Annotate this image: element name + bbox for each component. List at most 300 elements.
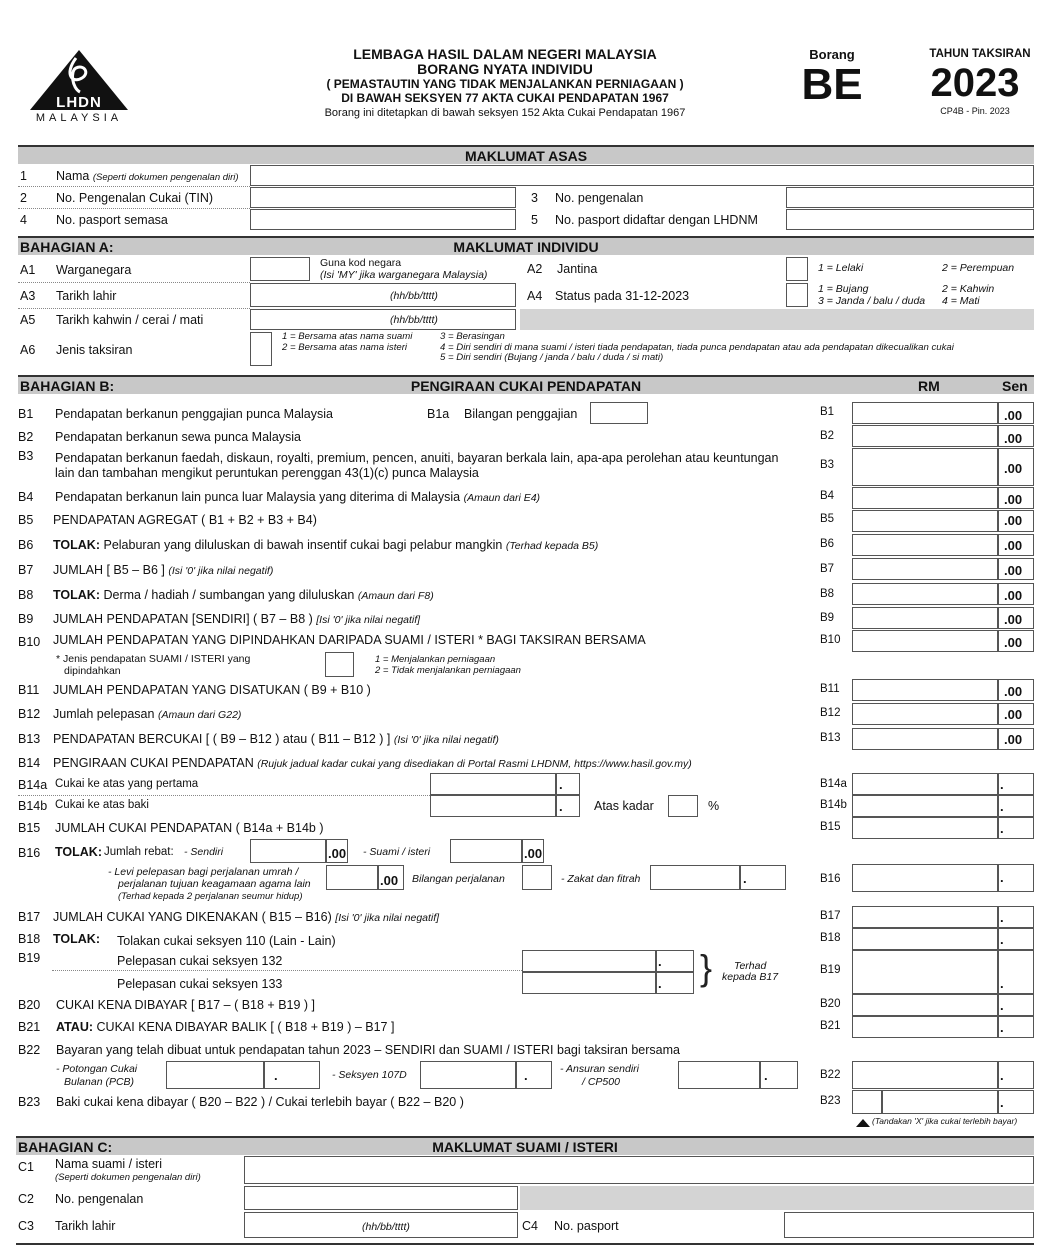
label-text: PENGIRAAN CUKAI PENDAPATAN xyxy=(53,756,254,770)
b11-num: B11 xyxy=(18,683,40,697)
b11-code: B11 xyxy=(820,683,840,695)
b6-label xyxy=(53,538,598,552)
b5-label: PENDAPATAN AGREGAT ( B1 + B2 + B3 + B4) xyxy=(53,513,317,527)
a3-num: A3 xyxy=(20,289,36,303)
b21-code: B21 xyxy=(820,1020,841,1032)
b7-code: B7 xyxy=(820,563,835,575)
b13-label xyxy=(53,732,499,746)
c3-fmt: (hh/bb/tttt) xyxy=(362,1221,410,1233)
b22-107d: - Seksyen 107D xyxy=(332,1069,407,1081)
title-line3: ( PEMASTAUTIN YANG TIDAK MENJALANKAN PERNIAGAAN ) xyxy=(326,77,684,91)
b14b-pct: % xyxy=(708,799,720,813)
brace-icon: } xyxy=(700,947,713,988)
b9-sen: .00 xyxy=(1004,612,1023,627)
status-field[interactable] xyxy=(786,283,808,307)
b16-sendiri-00: .00 xyxy=(328,846,347,861)
b23-rm-field[interactable] xyxy=(882,1090,998,1114)
b6-rm-field[interactable] xyxy=(852,534,998,556)
leader-line xyxy=(18,208,250,209)
b23-label: Baki cukai kena dibayar ( B20 – B22 ) / Cukai terlebih bayar ( B22 – B20 ) xyxy=(56,1095,464,1109)
pasport-didaftar-field[interactable] xyxy=(786,209,1034,230)
b8-num: B8 xyxy=(18,588,34,602)
b12-rm-field[interactable] xyxy=(852,703,998,725)
b22-rm-field[interactable] xyxy=(852,1061,998,1089)
lhdn-logo xyxy=(26,48,132,126)
b14b-amount-dot: . xyxy=(559,799,563,814)
c1-note: (Seperti dokumen pengenalan diri) xyxy=(55,1172,201,1183)
b22-pcb1: - Potongan Cukai xyxy=(56,1063,138,1075)
a4-opt3: 3 = Janda / balu / duda xyxy=(818,295,926,307)
logo-country: MALAYSIA xyxy=(35,112,123,124)
label-text: Nama xyxy=(56,169,90,183)
b8-label xyxy=(53,588,434,602)
b17-label xyxy=(53,910,439,924)
a2-label: Jantina xyxy=(557,262,598,276)
shaded-area xyxy=(520,309,1034,330)
c2-num: C2 xyxy=(18,1192,34,1206)
asas-r4-num: 4 xyxy=(20,213,27,227)
b14b-kadar-field[interactable] xyxy=(668,795,698,817)
c3-num: C3 xyxy=(18,1219,34,1233)
b14b-sen: . xyxy=(1000,799,1004,814)
jenis-taksiran-field[interactable] xyxy=(250,332,272,366)
b7-sen: .00 xyxy=(1004,563,1023,578)
b19-note1: Terhad xyxy=(734,960,767,972)
b23-code: B23 xyxy=(820,1095,841,1107)
b17-rm-field[interactable] xyxy=(852,906,998,928)
b3-rm-field[interactable] xyxy=(852,448,998,486)
b1a-label: Bilangan penggajian xyxy=(464,407,578,421)
borang-code: BE xyxy=(801,60,863,109)
b21-rm-field[interactable] xyxy=(852,1016,998,1038)
b10-jenis-field[interactable] xyxy=(325,652,354,677)
leader-line xyxy=(18,795,430,796)
section-left: BAHAGIAN A: xyxy=(20,239,114,255)
a6-options xyxy=(282,332,954,364)
b2-num: B2 xyxy=(18,430,34,444)
b22-pcb-sen[interactable] xyxy=(264,1061,320,1089)
b19-sen: . xyxy=(1000,976,1004,991)
a6-num: A6 xyxy=(20,343,36,357)
b10-note2: dipindahkan xyxy=(64,665,121,677)
b16-code: B16 xyxy=(820,873,841,885)
section-bar-a xyxy=(18,236,1034,255)
b14a-label: Cukai ke atas yang pertama xyxy=(55,778,199,790)
title-line4: DI BAWAH SEKSYEN 77 AKTA CUKAI PENDAPATAN 1967 xyxy=(341,91,669,105)
c4-num: C4 xyxy=(522,1219,538,1233)
leader-line xyxy=(18,308,250,309)
b16-levi1: - Levi pelepasan bagi perjalanan umrah / xyxy=(108,866,299,878)
b19-133-sen[interactable] xyxy=(656,972,694,994)
b1-label: Pendapatan berkanun penggajian punca Malaysia xyxy=(55,407,333,421)
a1-num: A1 xyxy=(20,263,36,277)
b21-num: B21 xyxy=(18,1020,41,1034)
b6-code: B6 xyxy=(820,538,835,550)
b15-num: B15 xyxy=(18,821,41,835)
b22-ans2: / CP500 xyxy=(582,1076,620,1088)
b18-rm-field[interactable] xyxy=(852,928,998,950)
b10-rm-field[interactable] xyxy=(852,630,998,652)
title-line2: BORANG NYATA INDIVIDU xyxy=(417,61,593,77)
b20-sen: . xyxy=(1000,998,1004,1013)
a4-opt2: 2 = Kahwin xyxy=(942,283,995,295)
b16-zakat: - Zakat dan fitrah xyxy=(561,873,641,885)
section-title: MAKLUMAT INDIVIDU xyxy=(453,239,599,255)
b6-num: B6 xyxy=(18,538,34,552)
b1-sen: .00 xyxy=(1004,408,1023,423)
b13-num: B13 xyxy=(18,732,41,746)
b10-opt2: 2 = Tidak menjalankan perniagaan xyxy=(375,665,521,676)
b18-code: B18 xyxy=(820,932,841,944)
b4-label xyxy=(55,490,540,504)
b1-code: B1 xyxy=(820,406,835,418)
label-text: Pelaburan yang diluluskan di bawah insentif cukai bagi pelabur mangkin xyxy=(103,538,503,552)
b10-label: JUMLAH PENDAPATAN YANG DIPINDAHKAN DARIPADA SUAMI / ISTERI * BAGI TAKSIRAN BERSAMA xyxy=(53,633,646,647)
b5-sen: .00 xyxy=(1004,513,1023,528)
b14b-code: B14b xyxy=(820,799,847,811)
b14a-amount-dot: . xyxy=(559,777,563,792)
b10-code: B10 xyxy=(820,634,841,646)
b19-rm-field[interactable] xyxy=(852,950,998,994)
b8-sen: .00 xyxy=(1004,588,1023,603)
b11-label: JUMLAH PENDAPATAN YANG DISATUKAN ( B9 + B10 ) xyxy=(53,683,371,697)
label-note: (Isi '0' jika nilai negatif) xyxy=(393,734,499,746)
asas-r2-num: 2 xyxy=(20,191,27,205)
b21-label xyxy=(56,1020,394,1034)
b18-sen: . xyxy=(1000,932,1004,947)
b11-rm-field[interactable] xyxy=(852,679,998,701)
b4-sen: .00 xyxy=(1004,492,1023,507)
b13-rm-field[interactable] xyxy=(852,728,998,750)
label-bold: TOLAK: xyxy=(53,588,100,602)
a1-note2: (Isi 'MY' jika warganegara Malaysia) xyxy=(320,269,488,281)
b19-132-sen[interactable] xyxy=(656,950,694,972)
a5-fmt: (hh/bb/tttt) xyxy=(390,314,438,326)
b19-132-field[interactable] xyxy=(522,950,656,972)
form-title-block xyxy=(260,47,750,121)
asas-r4-label: No. pasport semasa xyxy=(56,213,168,227)
b23-sen: . xyxy=(1000,1095,1004,1110)
asas-r1-num: 1 xyxy=(20,169,27,183)
no-pengenalan-field[interactable] xyxy=(786,187,1034,208)
b22-pcb-field[interactable] xyxy=(166,1061,264,1089)
asas-r5-label: No. pasport didaftar dengan LHDNM xyxy=(555,213,758,227)
section-left: BAHAGIAN C: xyxy=(18,1139,113,1155)
b10-note1: * Jenis pendapatan SUAMI / ISTERI yang xyxy=(56,653,251,665)
c1-label: Nama suami / isteri xyxy=(55,1157,162,1171)
label-text: Jumlah pelepasan xyxy=(53,707,155,721)
b16-num: B16 xyxy=(18,846,41,860)
section-title: MAKLUMAT SUAMI / ISTERI xyxy=(432,1139,618,1155)
tarikh-lahir-field[interactable] xyxy=(250,283,516,307)
b16-levi-field[interactable] xyxy=(326,865,378,890)
b16-levi-00: .00 xyxy=(380,873,399,888)
b19-label2: Pelepasan cukai seksyen 133 xyxy=(117,977,283,991)
b19-133-field[interactable] xyxy=(522,972,656,994)
asas-r3-label: No. pengenalan xyxy=(555,191,644,205)
c2-label: No. pengenalan xyxy=(55,1192,144,1206)
b3-sen: .00 xyxy=(1004,461,1023,476)
bottom-rule xyxy=(16,1243,1034,1245)
c4-label: No. pasport xyxy=(554,1219,619,1233)
b14-label xyxy=(53,756,692,770)
b19-label1: Pelepasan cukai seksyen 132 xyxy=(117,954,283,968)
b18-label: Tolakan cukai seksyen 110 (Lain - Lain) xyxy=(117,934,336,948)
a6-opt1: 1 = Bersama atas nama suami xyxy=(282,331,413,342)
a6-line3 xyxy=(282,353,954,364)
title-line5: Borang ini ditetapkan di bawah seksyen 152 Akta Cukai Pendapatan 1967 xyxy=(324,107,686,119)
label-note: (Rujuk jadual kadar cukai yang disediakan di Portal Rasmi LHDNM, https://www.hasil.gov.my) xyxy=(257,758,692,770)
b19-133-dot: . xyxy=(658,976,662,991)
b12-num: B12 xyxy=(18,707,41,721)
label-note: (Amaun dari E4) xyxy=(463,492,541,504)
tahun-label: TAHUN TAKSIRAN xyxy=(929,48,1031,60)
b16-rm-field[interactable] xyxy=(852,864,998,892)
b22-code: B22 xyxy=(820,1069,841,1081)
a5-num: A5 xyxy=(20,313,36,327)
b4-code: B4 xyxy=(820,490,835,502)
jantina-field[interactable] xyxy=(786,257,808,281)
a1-note1: Guna kod negara xyxy=(320,257,402,269)
b16-zakat-field[interactable] xyxy=(650,865,740,890)
b2-sen: .00 xyxy=(1004,431,1023,446)
b14a-amount-field[interactable] xyxy=(430,773,556,795)
b4-rm-field[interactable] xyxy=(852,487,998,509)
b23-overpaid-checkbox[interactable] xyxy=(852,1090,882,1114)
b12-sen: .00 xyxy=(1004,707,1023,722)
b4-num: B4 xyxy=(18,490,34,504)
label-text: CUKAI KENA DIBAYAR BALIK [ ( B18 + B19 ) – B17 ] xyxy=(96,1020,395,1034)
b19-code: B19 xyxy=(820,964,841,976)
b18-tolak: TOLAK: xyxy=(53,932,100,946)
label-text: Derma / hadiah / sumbangan yang diluluskan xyxy=(103,588,355,602)
b1-rm-field[interactable] xyxy=(852,402,998,424)
b3-code: B3 xyxy=(820,459,835,471)
b16-sendiri: - Sendiri xyxy=(184,846,224,858)
section-title: MAKLUMAT ASAS xyxy=(464,148,588,164)
a4-opt1: 1 = Bujang xyxy=(818,283,869,295)
b17-code: B17 xyxy=(820,910,841,922)
label-note: (Terhad kepada B5) xyxy=(505,540,599,552)
leader-line xyxy=(18,282,250,283)
a3-label: Tarikh lahir xyxy=(56,289,117,303)
leader-line xyxy=(18,186,250,187)
label-note: (Isi '0' jika nilai negatif) xyxy=(168,565,274,577)
a3-fmt: (hh/bb/tttt) xyxy=(390,290,438,302)
b23-note: (Tandakan 'X' jika cukai terlebih bayar) xyxy=(872,1116,1018,1126)
b17-num: B17 xyxy=(18,910,41,924)
a1-label: Warganegara xyxy=(56,263,132,277)
b3-num: B3 xyxy=(18,449,34,463)
b14-num: B14 xyxy=(18,756,41,770)
sen-header: Sen xyxy=(1002,378,1028,394)
b22-sen: . xyxy=(1000,1068,1004,1083)
b16-levi2: perjalanan tujuan keagamaan agama lain xyxy=(118,878,311,890)
b3-label2: lain dan tambahan mengikut peruntukan perenggan 43(1)(c) punca Malaysia xyxy=(55,466,479,480)
section-bar-b xyxy=(18,375,1034,394)
label-text: Pendapatan berkanun lain punca luar Malaysia yang diterima di Malaysia xyxy=(55,490,461,504)
b12-code: B12 xyxy=(820,707,841,719)
b22-107d-field[interactable] xyxy=(420,1061,516,1089)
a4-label: Status pada 31-12-2023 xyxy=(555,289,690,303)
a6-opt2: 2 = Bersama atas nama isteri xyxy=(282,341,408,353)
b16-suami-00: .00 xyxy=(524,846,543,861)
b14a-sen: . xyxy=(1000,777,1004,792)
b10-num: B10 xyxy=(18,635,41,649)
borang-label: Borang xyxy=(809,47,855,62)
form-ref: CP4B - Pin. 2023 xyxy=(940,106,1010,116)
b16-sendiri-field[interactable] xyxy=(250,839,326,863)
b1-num: B1 xyxy=(18,407,34,421)
leader-line xyxy=(52,970,522,971)
b22-num: B22 xyxy=(18,1043,41,1057)
b7-label xyxy=(53,563,273,577)
b9-num: B9 xyxy=(18,612,34,626)
b16-rebat: Jumlah rebat: xyxy=(104,846,174,858)
label-note: (Amaun dari F8) xyxy=(357,590,434,602)
rm-header: RM xyxy=(918,378,940,394)
b2-rm-field[interactable] xyxy=(852,425,998,447)
b19-num: B19 xyxy=(18,951,41,965)
b16-suami-field[interactable] xyxy=(450,839,522,863)
b12-label xyxy=(53,707,241,721)
b5-code: B5 xyxy=(820,513,835,525)
b14b-kadar: Atas kadar xyxy=(594,799,654,813)
b5-rm-field[interactable] xyxy=(852,510,998,532)
section-bar-asas xyxy=(18,145,1034,164)
b9-label xyxy=(53,612,420,626)
label-text: PENDAPATAN BERCUKAI [ ( B9 – B12 ) atau ( B11 – B12 ) ] xyxy=(53,732,391,746)
label-note: [Isi '0' jika nilai negatif] xyxy=(316,614,421,626)
a6-opt3: 3 = Berasingan xyxy=(440,331,505,342)
title-line1: LEMBAGA HASIL DALAM NEGERI MALAYSIA xyxy=(353,46,657,62)
b8-rm-field[interactable] xyxy=(852,583,998,605)
b16-bilangan: Bilangan perjalanan xyxy=(412,873,505,885)
b9-code: B9 xyxy=(820,612,835,624)
section-left: BAHAGIAN B: xyxy=(20,378,115,394)
b7-num: B7 xyxy=(18,563,34,577)
b6-sen: .00 xyxy=(1004,538,1023,553)
b22-label: Bayaran yang telah dibuat untuk pendapatan tahun 2023 – SENDIRI dan SUAMI / ISTERI bagi taksiran bersama xyxy=(56,1043,680,1057)
a5-label: Tarikh kahwin / cerai / mati xyxy=(56,313,204,327)
b14a-code: B14a xyxy=(820,778,847,790)
shaded-area xyxy=(520,1186,1034,1210)
c1-nama-field[interactable] xyxy=(244,1156,1034,1184)
b14b-rm-field[interactable] xyxy=(852,795,998,817)
tarikh-kahwin-field[interactable] xyxy=(250,309,516,330)
b22-ansuran-dot: . xyxy=(764,1068,768,1083)
b16-levi3: (Terhad kepada 2 perjalanan seumur hidup) xyxy=(118,891,303,902)
pasport-semasa-field[interactable] xyxy=(250,209,516,230)
section-title: PENGIRAAN CUKAI PENDAPATAN xyxy=(410,378,642,394)
c4-pasport-field[interactable] xyxy=(784,1212,1034,1238)
b10-opt1: 1 = Menjalankan perniagaan xyxy=(375,654,496,665)
b3-label1: Pendapatan berkanun faedah, diskaun, royalti, premium, pencen, anuiti, bayaran berkala lain, apa-apa perolehan atau keuntungan xyxy=(55,451,779,465)
asas-r5-num: 5 xyxy=(531,213,538,227)
b22-ansuran-field[interactable] xyxy=(678,1061,760,1089)
b16-sen: . xyxy=(1000,870,1004,885)
c2-pengenalan-field[interactable] xyxy=(244,1186,518,1210)
triangle-up-icon xyxy=(856,1119,870,1127)
label-text: JUMLAH [ B5 – B6 ] xyxy=(53,563,165,577)
a2-opt1: 1 = Lelaki xyxy=(818,262,864,274)
a2-opt2: 2 = Perempuan xyxy=(942,262,1015,274)
b15-code: B15 xyxy=(820,821,841,833)
b16-zakat-dot: . xyxy=(743,871,747,886)
tin-field[interactable] xyxy=(250,187,516,208)
b16-zakat-sen[interactable] xyxy=(740,865,786,890)
b16-suami: - Suami / isteri xyxy=(363,846,431,858)
label-bold: ATAU: xyxy=(56,1020,94,1034)
label-text: JUMLAH CUKAI YANG DIKENAKAN ( B15 – B16) xyxy=(53,910,332,924)
a6-opt5: 5 = Diri sendiri (Bujang / janda / balu / duda / si mati) xyxy=(440,352,664,363)
b17-sen: . xyxy=(1000,910,1004,925)
b20-rm-field[interactable] xyxy=(852,994,998,1016)
b22-pcb2: Bulanan (PCB) xyxy=(64,1076,135,1088)
a4-opt4: 4 = Mati xyxy=(942,295,980,307)
a2-num: A2 xyxy=(527,262,543,276)
label-text: JUMLAH PENDAPATAN [SENDIRI] ( B7 – B8 ) xyxy=(53,612,313,626)
b13-sen: .00 xyxy=(1004,732,1023,747)
b20-label: CUKAI KENA DIBAYAR [ B17 – ( B18 + B19 ) ] xyxy=(56,998,316,1012)
b10-sen: .00 xyxy=(1004,635,1023,650)
b22-ans1: - Ansuran sendiri xyxy=(560,1063,639,1075)
b16-bilangan-field[interactable] xyxy=(522,865,552,890)
b19-note2: kepada B17 xyxy=(722,971,779,983)
c1-num: C1 xyxy=(18,1160,34,1174)
b7-rm-field[interactable] xyxy=(852,558,998,580)
asas-r2-label: No. Pengenalan Cukai (TIN) xyxy=(56,191,214,205)
b20-num: B20 xyxy=(18,998,41,1012)
b14a-num: B14a xyxy=(18,778,48,792)
a4-num: A4 xyxy=(527,289,543,303)
b16-tolak: TOLAK: xyxy=(55,845,102,859)
b1a-field[interactable] xyxy=(590,402,648,424)
b19-132-dot: . xyxy=(658,954,662,969)
asas-r3-num: 3 xyxy=(531,191,538,205)
a6-opt4: 4 = Diri sendiri di mana suami / isteri tiada pendapatan, tiada punca pendapatan atau ada pendapatan dikecualikan cukai xyxy=(440,341,954,353)
b22-107d-sen[interactable] xyxy=(516,1061,552,1089)
b22-107d-dot: . xyxy=(524,1068,528,1083)
asas-r1-label xyxy=(56,169,239,183)
b14b-num: B14b xyxy=(18,799,48,813)
b1a-num: B1a xyxy=(427,407,450,421)
nama-field[interactable] xyxy=(250,165,1034,186)
b11-sen: .00 xyxy=(1004,684,1023,699)
label-note: (Amaun dari G22) xyxy=(157,709,242,721)
b13-code: B13 xyxy=(820,732,841,744)
b23-num: B23 xyxy=(18,1095,41,1109)
b14b-amount-field[interactable] xyxy=(430,795,556,817)
label-note: (Seperti dokumen pengenalan diri) xyxy=(92,172,239,183)
b15-label: JUMLAH CUKAI PENDAPATAN ( B14a + B14b ) xyxy=(55,821,324,835)
b5-num: B5 xyxy=(18,513,34,527)
b15-sen: . xyxy=(1000,821,1004,836)
b22-pcb-dot: . xyxy=(274,1068,278,1083)
b2-code: B2 xyxy=(820,430,835,442)
c3-label: Tarikh lahir xyxy=(55,1219,116,1233)
b14a-rm-field[interactable] xyxy=(852,773,998,795)
b8-code: B8 xyxy=(820,588,835,600)
label-bold: TOLAK: xyxy=(53,538,100,552)
warganegara-field[interactable] xyxy=(250,257,310,281)
label-note: [Isi '0' jika nilai negatif] xyxy=(335,912,440,924)
b15-rm-field[interactable] xyxy=(852,817,998,839)
b9-rm-field[interactable] xyxy=(852,607,998,629)
b2-label: Pendapatan berkanun sewa punca Malaysia xyxy=(55,430,302,444)
b21-sen: . xyxy=(1000,1020,1004,1035)
b18-num: B18 xyxy=(18,932,41,946)
